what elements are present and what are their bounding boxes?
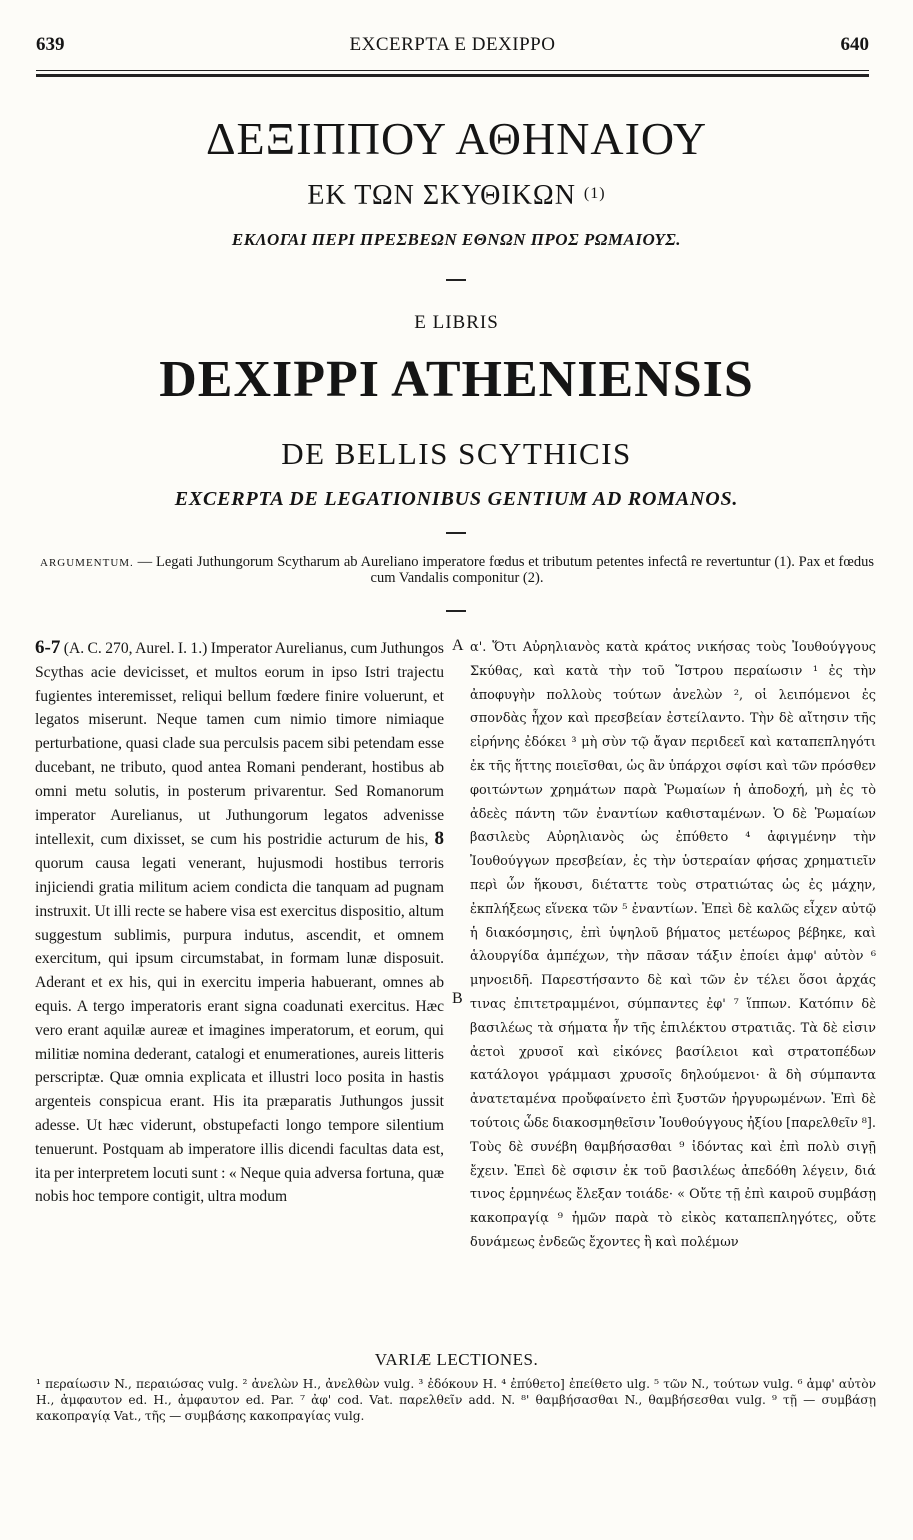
- margin-marker-a: A: [452, 637, 464, 654]
- argumentum-text: — Legati Juthungorum Scytharum ab Aureliano imperatore fœdus et tributum petentes infectâ re revertuntur (1). Pax et fœdus cum Vandalis componitur (2).: [137, 554, 874, 586]
- running-title: EXCERPTA E DEXIPPO: [349, 34, 556, 55]
- section-number: 8: [434, 828, 444, 850]
- divider-dash: [446, 279, 466, 281]
- e-libris-line: E LIBRIS: [414, 312, 499, 333]
- greek-subtitle-note-ref: (1): [583, 185, 606, 202]
- latin-title: DEXIPPI ATHENIENSIS: [159, 351, 754, 408]
- greek-column-text: α'. Ὅτι Αὐρηλιανὸς κατὰ κράτος νικήσας τοὺς Ἰουθούγγους Σκύθας, καὶ κατὰ τὴν τοῦ Ἴστρου περαίωσιν ¹ ἐς τὴν ἀποφυγὴν πολλοὺς τούτων ἀνελὼν ², οἱ λειπόμενοι ἐς σπονδὰς ἦχον καὶ πρεσβείαν ἐστείλαντο. Τὴν δὲ αἴτησιν τῆς εἰρήνης ἐδόκει ³ μὴ σὺν τῷ ἄγαν περιδεεῖ καὶ καταπεπληγότι ἐκ τῆς ἥττης ποιεῖσθαι, ὡς ἂν ὑπάρχοι σφίσι καὶ τῶν πρόσθεν φοιτώντων χρημάτων παρὰ Ῥωμαίων ἡ ἀποδοχή, μὴ ἐς τὸ ἀδεὲς πάντη τῶν ἐναντίων καθισταμένων. Ὁ δὲ Ῥωμαίων βασιλεὺς Αὐρηλιανὸς ὡς ἐπύθετο ⁴ ἀφιγμένην τὴν Ἰουθούγγων πρεσβείαν, ἐς τὴν ὑστεραίαν φήσας χρηματιεῖν περὶ ὧν ἥκουσι, διέταττε τοὺς στρατιώτας ὡς ἐς μάχην, ἐκπλήξεως εἵνεκα τῶν ⁵ ἐναντίων. Ἐπεὶ δὲ καλῶς εἶχεν αὐτῷ ἡ διακόσμησις, ἐπὶ ὑψηλοῦ βήματος μετέωρος βέβηκε, καὶ ἁλουργίδα ἀμπέχων, τὴν πᾶσαν τάξιν ἐποίει ἀμφ' αὐτὸν ⁶ μηνοειδῆ. Παρεστήσαντο δὲ καὶ τῶν ἐν τέλει ὅσοι ἀρχάς τινας ἐπιτετραμμένοι, σύμπαντες ἐφ' ⁷ ἵππων. Κατόπιν δὲ βασιλέως τὰ σήματα ἦν τῆς ἐπιλέκτου στρατιᾶς. Τὰ δὲ εἰσιν ἀετοὶ χρυσοῖ καὶ εἰκόνες βασίλειοι καὶ στρατοπέδων κατάλογοι γράμμασι χρυσοῖς δηλούμενοι· ἃ δὴ σύμπαντα ἀνατεταμένα προὔφαίνετο ἐπὶ ξυστῶν ἠργυρωμένων. Ἐπὶ δὲ τούτοις ὧδε διακοσμηθεῖσιν Ἰουθούγγους ἠξίου [παρελθεῖν ⁸]. Τοὺς δὲ συνέβη θαμβήσασθαι ⁹ ἰδόντας καὶ ἐπὶ πολὺ σιγῇ ἔχειν. Ἐπεὶ δὲ σφισιν ἐκ τοῦ βασιλέως ἀπεδόθη λέγειν, διά τινος ἑρμηνέως ἔλεξαν τοιάδε· « Οὔτε τῇ ἐπὶ καιροῦ συμβάσῃ κακοπραγίᾳ ⁹ ἡμῶν παρὰ τὸ εἰκὸς καταπεπληγότες, οὔτε δυνάμεως ἐνδεῶς ἔχοντες ἢ καὶ πολέμων: [470, 640, 876, 1250]
- latin-column: [35, 636, 444, 1209]
- page-number-left: 639: [36, 34, 65, 55]
- section-number: 6-7: [35, 637, 61, 658]
- page-number-right: 640: [840, 34, 869, 55]
- variae-lectiones-title: VARIÆ LECTIONES.: [374, 1350, 539, 1369]
- greek-subtitle: [0, 180, 913, 212]
- latin-column-text-continued: quorum causa legati venerant, hujusmodi hostibus terroris injiciendi gratia militum aciem condicta die tanquam ad pugnam instruxit. Ut illi recte se habere visa est exercitus dispositio, altum suggestum sublimis, purpura indutus, ascendit, et omnem exercitum, qui ipsum circumstabat, in formam lunæ disposuit. Aderant et ex his, qui in exercitu imperia habuerant, omnes ab equis. A tergo imperatoris erant signa coadunati exercitus. Hæc vero erant aquilæ aureæ et imagines imperatorum, et eorum, qui militiæ nomina dederant, catalogi et enumerationes, aureis litteris perscriptæ. Quæ omnia explicata et illustri loco posita in hastis argenteis conspicua erant. His ita præparatis Juthungos jussit adesse. Ut hæc viderunt, obstupefacti longo tempore silentium tenuerunt. Postquam ab imperatore illis dicendi facultas data est, ita per interpretem locuti sunt : « Neque quia adversa fortuna, quæ nobis hoc tempore contigit, ultra modum: [35, 855, 444, 1206]
- greek-subtitle-text: ΕΚ ΤΩΝ ΣΚΥΘΙΚΩΝ: [307, 180, 576, 211]
- argumentum: [40, 555, 874, 586]
- divider-dash: [446, 610, 466, 612]
- greek-excerpt-line: ΕΚΛΟΓΑΙ ΠΕΡΙ ΠΡΕΣΒΕΩΝ ΕΘΝΩΝ ΠΡΟΣ ΡΩΜΑΙΟΥΣ.: [231, 230, 682, 249]
- running-head: [36, 34, 869, 60]
- greek-column: [470, 636, 876, 1255]
- header-rule: [36, 70, 869, 77]
- greek-title: ΔΕΞΙΠΠΟΥ ΑΘΗΝΑΙΟΥ: [205, 113, 708, 164]
- latin-excerpt-line: EXCERPTA DE LEGATIONIBUS GENTIUM AD ROMANOS.: [174, 488, 739, 510]
- divider-dash: [446, 532, 466, 534]
- margin-marker-b: B: [452, 990, 463, 1007]
- argumentum-label: ARGUMENTUM.: [40, 557, 134, 569]
- latin-column-text: (A. C. 270, Aurel. I. 1.) Imperator Aurelianus, cum Juthungos Scythas acie devicisset, et multos eorum in ipso Istri trajectu fugientes interemisset, reliqui bellum fœdere finire voluerunt, et legatos miserunt. Neque tamen cum nimio timore nimiaque perturbatione, quasi clade sua perculsis pacem sibi petendam esse ducebant, ne tributo, quod antea Romani penderant, hostibus ab omni metu solutis, in posterum privarentur. Sed Romanorum imperator Aurelianus, ut Juthungorum legatos advenisse intellexit, cum dixisset, se cum his postridie acturum de his,: [35, 640, 444, 849]
- latin-subtitle: DE BELLIS SCYTHICIS: [281, 436, 632, 471]
- variae-lectiones-notes: ¹ περαίωσιν N., περαιώσας vulg. ² ἀνελὼν H., ἀνελθὼν vulg. ³ ἐδόκουν H. ⁴ ἐπύθετο] ἐπείθετο ulg. ⁵ τῶν N., τούτων vulg. ⁶ ἀμφ' αὐτὸν H., ἀμφαυτον ed. H., ἀμφαυτον ed. Par. ⁷ ἀφ' cod. Vat. παρελθεῖν add. N. ⁸' θαμβήσασθαι N., θαμβήσεσθαι vulg. ⁹ τῇ — συμβάσῃ κακοπραγίᾳ Vat., τῆς — συμβάσης κακοπραγίας vulg.: [36, 1377, 876, 1423]
